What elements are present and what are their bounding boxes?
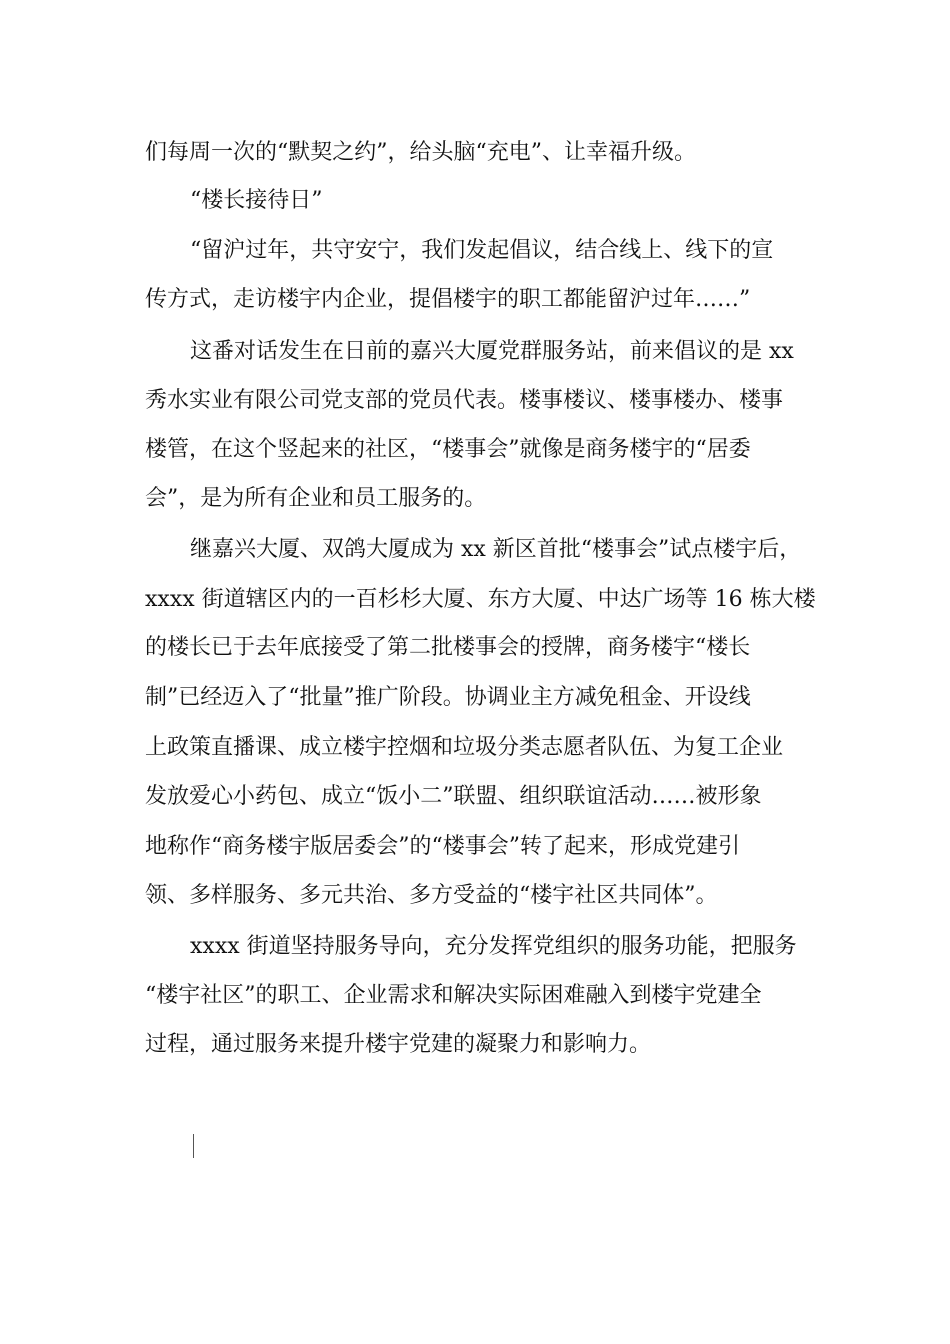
section-heading: “楼长接待日” bbox=[190, 188, 323, 213]
text-line: 发放爱心小药包、成立“饭小二”联盟、组织联谊活动……被形象 bbox=[145, 784, 762, 809]
text-line: “楼宇社区”的职工、企业需求和解决实际困难融入到楼宇党建全 bbox=[145, 983, 762, 1008]
text-line: 地称作“商务楼宇版居委会”的“楼事会”转了起来，形成党建引 bbox=[145, 834, 740, 859]
text-line: 领、多样服务、多元共治、多方受益的“楼宇社区共同体”。 bbox=[145, 883, 718, 908]
text-line: 制”已经迈入了“批量”推广阶段。协调业主方减免租金、开设线 bbox=[145, 685, 751, 710]
text-line: 们每周一次的“默契之约”，给头脑“充电”、让幸福升级。 bbox=[145, 140, 696, 165]
text-line: 会”，是为所有企业和员工服务的。 bbox=[145, 486, 487, 511]
text-line: 秀水实业有限公司党支部的党员代表。楼事楼议、楼事楼办、楼事 bbox=[145, 388, 784, 413]
text-line: 上政策直播课、成立楼宇控烟和垃圾分类志愿者队伍、为复工企业 bbox=[145, 735, 784, 760]
text-line: 传方式，走访楼宇内企业，提倡楼宇的职工都能留沪过年……” bbox=[145, 287, 751, 312]
text-line: 过程，通过服务来提升楼宇党建的凝聚力和影响力。 bbox=[145, 1032, 652, 1057]
text-line: 楼管，在这个竖起来的社区，“楼事会”就像是商务楼宇的“居委 bbox=[145, 437, 751, 462]
text-line: “留沪过年，共守安宁，我们发起倡议，结合线上、线下的宣 bbox=[190, 238, 774, 263]
text-line: xxxx 街道辖区内的一百杉杉大厦、东方大厦、中达广场等 16 栋大楼 bbox=[145, 587, 816, 612]
text-line: 这番对话发生在日前的嘉兴大厦党群服务站，前来倡议的是 xx bbox=[190, 339, 794, 364]
text-line: 继嘉兴大厦、双鸽大厦成为 xx 新区首批“楼事会”试点楼宇后， bbox=[190, 537, 802, 562]
text-cursor[interactable] bbox=[193, 1134, 194, 1158]
text-line: xxxx 街道坚持服务导向，充分发挥党组织的服务功能，把服务 bbox=[190, 934, 797, 959]
text-line: 的楼长已于去年底接受了第二批楼事会的授牌，商务楼宇“楼长 bbox=[145, 635, 751, 660]
